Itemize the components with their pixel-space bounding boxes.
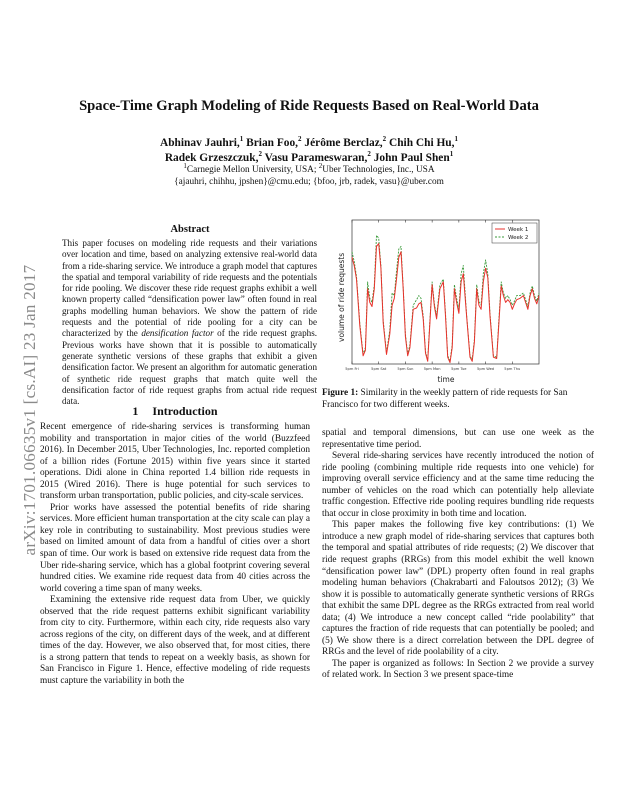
right-column-body <box>322 428 594 682</box>
series-line-week-1 <box>352 244 539 363</box>
y-axis-label: volume of ride requests <box>337 252 346 342</box>
author: Jérôme Berclaz,$^2$ <box>304 135 387 149</box>
paragraph: The paper is organized as follows: In Section 2 we provide a survey of related work. In Section 3 we present space-time <box>322 658 594 681</box>
x-tick-label: 5pm Fri <box>345 367 359 371</box>
x-tick-label: 5pm Sun <box>397 367 414 371</box>
author: Radek Grzeszczuk,$^2$ <box>164 150 262 164</box>
series-group <box>352 235 539 362</box>
author: Brian Foo,$^2$ <box>246 135 302 149</box>
x-tick-label: 5pm Tue <box>451 367 467 371</box>
x-tick-label: 5pm Sat <box>371 367 387 371</box>
paragraph: This paper makes the following five key contributions: (1) We introduce a new graph model of ride-sharing services that captures both the temporal and spatial attributes of ride requests; (2) We discover that ride request graphs (RRGs) from this model exhibit the well known “densification power law” (DPL) property often found in real graphs modeling human behaviors (Chakrabarti and Faloutsos 2012); (3) We show it is possible to automatically generate synthetic versions of RRGs that exhibit the same DPL degree as the RRGs extracted from real world data; (4) We introduce a new concept called “ride poolability” that captures the fraction of ride requests that can potentially be pooled; and (5) We show there is a direct correlation between the DPL degree of RRGs and the level of ride poolability of a city. <box>322 520 594 658</box>
authors-line-1 <box>0 136 618 151</box>
left-column-body <box>40 422 310 688</box>
x-tick-label: 5pm Wed <box>477 367 495 371</box>
author: Vasu Parameswaran,$^2$ <box>264 150 371 164</box>
abstract-heading: Abstract <box>170 224 210 235</box>
author-emails: {ajauhri, chihhu, jpshen}@cmu.edu; {bfoo, jrb, radek, vasu}@uber.com <box>174 177 444 187</box>
paragraph: Prior works have assessed the potential benefits of ride sharing services. More efficient human transportation at the city scale can play a key role in contributing to sustainability. Most previous studies were based on limited amount of data from a handful of cities over a short span of time. Our work is based on extensive ride request data from the Uber ride-sharing service, which has a global footprint covering several hundred cities. We examine ride request data from 40 cities across the world covering a time span of many weeks. <box>40 502 310 594</box>
x-tick-labels <box>345 367 520 371</box>
figure-1-chart <box>325 192 585 387</box>
arxiv-identifier: arXiv:1701.06635v1 [cs.AI] 23 Jan 2017 <box>20 264 39 556</box>
legend-label-week-1: Week 1 <box>508 227 529 233</box>
author: John Paul Shen$^1$ <box>373 150 454 164</box>
author: Abhinav Jauhri,$^1$ <box>160 135 244 149</box>
section-heading-introduction: 1 Introduction <box>132 404 218 418</box>
affiliations: $^1$Carnegie Mellon University, USA; $^2$Uber Technologies, Inc., USA <box>183 161 435 175</box>
x-tick-label: 5pm Thu <box>504 367 521 371</box>
paragraph: Several ride-sharing services have recently introduced the notion of ride pooling (combining multiple ride requests into one vehicle) for improving overall service efficiency and at the same time reducing the number of vehicles on the road which can potentially help alleviate traffic congestion. Effective ride pooling requires bundling ride requests that occur in close proximity in both time and location. <box>322 451 594 519</box>
author: Chih Chi Hu,$^1$ <box>388 135 458 149</box>
legend-label-week-2: Week 2 <box>508 235 529 241</box>
paragraph: spatial and temporal dimensions, but can use one week as the representative time period. <box>322 428 594 450</box>
figure-1-caption: Figure 1: Similarity in the weekly pattern of ride requests for San Francisco for two different weeks. <box>322 388 568 410</box>
abstract-text: This paper focuses on modeling ride requests and their variations over location and time, based on analyzing extensive real-world data from a ride-sharing service. We introduce a graph model that captures the spatial and temporal variability of ride requests and the potentials for ride pooling. We discover these ride request graphs exhibit a well known property called “densification power law” often found in real graphs modelling human behaviors. We show the pattern of ride requests and the potential of ride pooling for a city can be characterized by the densification factor of the ride request graphs. Previous works have shown that it is possible to automatically generate synthetic versions of these graphs that exhibit a given densification factor. We present an algorithm for automatic generation of synthetic ride request graphs that match quite well the densification factor of ride request graphs from actual ride request data. <box>62 238 318 407</box>
paragraph: Examining the extensive ride request data from Uber, we quickly observed that the ride request patterns exhibit significant variability from city to city. Furthermore, within each city, ride requests also vary across regions of the city, on different days of the week, and at different times of the day. However, we also observed that, for most cities, there is a strong pattern that tends to repeat on a weekly basis, as shown for San Francisco in Figure 1. Hence, effective modeling of ride requests must capture the variability in both the <box>40 595 310 687</box>
author-list <box>0 136 618 166</box>
paper-title: Space-Time Graph Modeling of Ride Requests Based on Real-World Data <box>79 98 539 114</box>
paragraph: Recent emergence of ride-sharing services is transforming human mobility and transportation in major cities of the world (Buzzfeed 2016). In December 2015, Uber Technologies, Inc. reported completion of a billion rides (Fortune 2015) within five years since it started operations. Didi alone in China reported 1.4 billion ride requests in 2015 (Wired 2016). There is huge potential for such services to transform urban transportation, public policies, and city-scale services. <box>40 422 310 502</box>
x-axis-label: time <box>437 375 455 384</box>
x-tick-label: 5pm Mon <box>423 367 441 371</box>
legend <box>492 223 537 243</box>
